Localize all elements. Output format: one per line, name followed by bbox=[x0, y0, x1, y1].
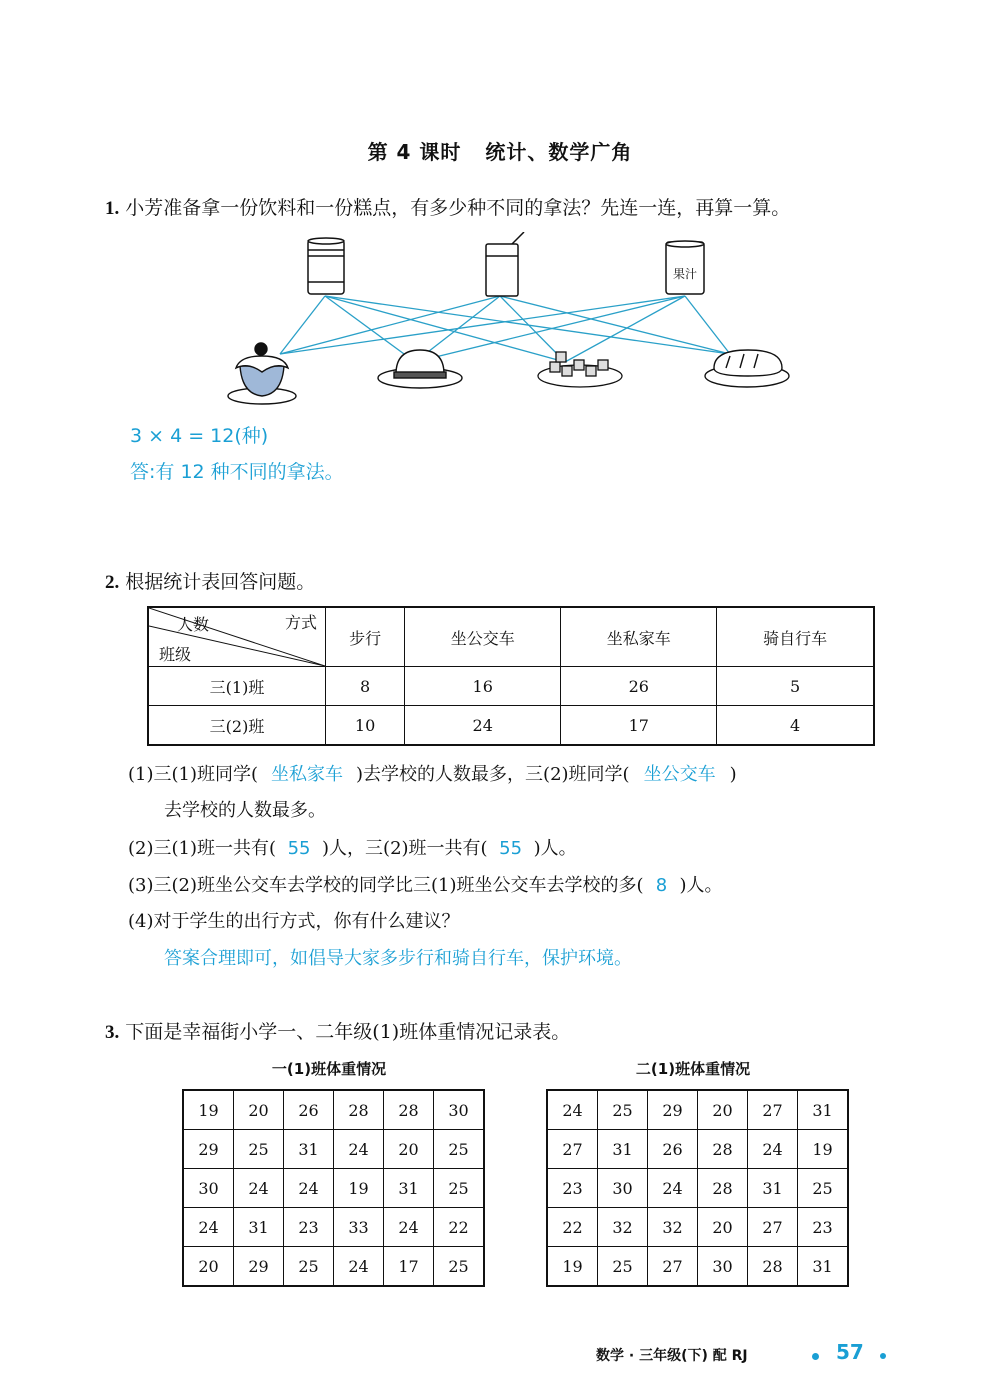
table-cell: 31 bbox=[384, 1169, 434, 1208]
table-row bbox=[547, 1247, 848, 1287]
table-cell: 24 bbox=[234, 1169, 284, 1208]
table-cell: 30 bbox=[698, 1247, 748, 1287]
table-cell: 25 bbox=[434, 1247, 485, 1287]
table-row bbox=[547, 1130, 848, 1169]
sub-question-4-answer: 答案合理即可，如倡导大家多步行和骑自行车，保护环境。 bbox=[164, 948, 632, 969]
dot-icon bbox=[812, 1353, 819, 1360]
table-row bbox=[183, 1130, 484, 1169]
table-cell: 20 bbox=[698, 1208, 748, 1247]
travel-stats-table bbox=[147, 606, 875, 746]
table-cell: 29 bbox=[648, 1090, 698, 1130]
corner-label-count: 人数 bbox=[177, 615, 210, 634]
table-cell: 30 bbox=[183, 1169, 234, 1208]
question-text: 下面是幸福街小学一、二年级(1)班体重情况记录表。 bbox=[125, 1021, 571, 1043]
table-cell: 19 bbox=[334, 1169, 384, 1208]
row-label: 三(2)班 bbox=[148, 706, 326, 746]
table-cell: 27 bbox=[748, 1090, 798, 1130]
table-cell: 27 bbox=[547, 1130, 598, 1169]
question-1 bbox=[105, 193, 790, 220]
question-number: 2. bbox=[105, 572, 120, 593]
sub-question-3 bbox=[128, 871, 723, 897]
corner-label-class: 班级 bbox=[159, 645, 192, 664]
table-cell: 28 bbox=[698, 1169, 748, 1208]
sub-question-2 bbox=[128, 834, 577, 860]
sub-question-1 bbox=[128, 760, 737, 786]
question-number: 3. bbox=[105, 1022, 120, 1043]
table-cell: 29 bbox=[183, 1130, 234, 1169]
q1-answer: 答:有 12 种不同的拿法。 bbox=[130, 461, 344, 483]
table-cell: 25 bbox=[234, 1130, 284, 1169]
footer-book-info: 数学 · 三年级(下) 配 RJ bbox=[596, 1348, 748, 1364]
table-cell: 25 bbox=[598, 1247, 648, 1287]
juice-label: 果汁 bbox=[672, 267, 698, 281]
table-cell: 31 bbox=[798, 1247, 849, 1287]
text-segment: )人。 bbox=[533, 838, 577, 859]
q1-formula: 3 × 4 = 12(种) bbox=[130, 425, 269, 447]
table-cell: 33 bbox=[334, 1208, 384, 1247]
table-cell: 24 bbox=[334, 1130, 384, 1169]
row-label: 三(1)班 bbox=[148, 667, 326, 706]
table-cell: 32 bbox=[598, 1208, 648, 1247]
table-cell: 24 bbox=[384, 1208, 434, 1247]
answer-fill: 8 bbox=[655, 875, 668, 896]
answer-fill: 坐私家车 bbox=[271, 764, 344, 785]
table-row bbox=[547, 1169, 848, 1208]
table-cell: 17 bbox=[384, 1247, 434, 1287]
table-cell: 32 bbox=[648, 1208, 698, 1247]
table-cell: 31 bbox=[748, 1169, 798, 1208]
table-cell: 19 bbox=[798, 1130, 849, 1169]
table-row bbox=[547, 1208, 848, 1247]
table-row bbox=[183, 1208, 484, 1247]
table-cell: 30 bbox=[598, 1169, 648, 1208]
table-cell: 22 bbox=[547, 1208, 598, 1247]
answer-fill: 坐公交车 bbox=[643, 764, 716, 785]
text-segment: (3)三(2)班坐公交车去学校的同学比三(1)班坐公交车去学校的多( bbox=[128, 875, 644, 896]
table-row bbox=[183, 1169, 484, 1208]
text-segment: )去学校的人数最多，三(2)班同学( bbox=[356, 764, 630, 785]
table-cell: 31 bbox=[798, 1090, 849, 1130]
table-cell: 28 bbox=[334, 1090, 384, 1130]
lesson-number: 第 4 课时 bbox=[367, 140, 462, 164]
question-3 bbox=[105, 1017, 570, 1044]
bread-icon bbox=[705, 350, 789, 387]
burger-icon bbox=[378, 350, 462, 388]
table-header-row bbox=[148, 607, 874, 667]
table-cell: 24 bbox=[183, 1208, 234, 1247]
table-cell: 28 bbox=[748, 1247, 798, 1287]
table-cell: 27 bbox=[748, 1208, 798, 1247]
table-cell: 23 bbox=[798, 1208, 849, 1247]
table-cell: 20 bbox=[698, 1090, 748, 1130]
question-number: 1. bbox=[105, 198, 120, 219]
table-cell: 5 bbox=[717, 667, 874, 706]
table-cell: 23 bbox=[547, 1169, 598, 1208]
table-row bbox=[547, 1090, 848, 1130]
table-cell: 25 bbox=[434, 1130, 485, 1169]
table-cell: 26 bbox=[284, 1090, 334, 1130]
table-cell: 19 bbox=[183, 1090, 234, 1130]
table-cell: 25 bbox=[284, 1247, 334, 1287]
column-header: 坐公交车 bbox=[405, 607, 561, 667]
table-row bbox=[183, 1090, 484, 1130]
table-row bbox=[183, 1247, 484, 1287]
connection-lines bbox=[280, 296, 730, 362]
weight-table-grade2 bbox=[546, 1089, 849, 1287]
drink-glass-icon bbox=[486, 232, 524, 296]
table-cell: 22 bbox=[434, 1208, 485, 1247]
table-cell: 27 bbox=[648, 1247, 698, 1287]
table-cell: 19 bbox=[547, 1247, 598, 1287]
cookies-icon bbox=[538, 352, 622, 387]
question-text: 小芳准备拿一份饮料和一份糕点，有多少种不同的拿法？先连一连，再算一算。 bbox=[125, 197, 791, 219]
table-cell: 24 bbox=[748, 1130, 798, 1169]
table-cell: 20 bbox=[384, 1130, 434, 1169]
diagonal-header-cell bbox=[148, 607, 326, 667]
corner-label-mode: 方式 bbox=[284, 613, 317, 632]
table-row bbox=[148, 706, 874, 746]
column-header: 坐私家车 bbox=[561, 607, 717, 667]
table-cell: 24 bbox=[405, 706, 561, 746]
table-cell: 10 bbox=[326, 706, 405, 746]
table-cell: 24 bbox=[334, 1247, 384, 1287]
drink-can-icon bbox=[308, 238, 344, 294]
table-cell: 20 bbox=[183, 1247, 234, 1287]
text-segment: )人，三(2)班一共有( bbox=[322, 838, 488, 859]
answer-fill: 55 bbox=[287, 838, 311, 859]
table-cell: 25 bbox=[598, 1090, 648, 1130]
column-header: 步行 bbox=[326, 607, 405, 667]
table-cell: 23 bbox=[284, 1208, 334, 1247]
dot-icon bbox=[880, 1353, 886, 1359]
table-cell: 31 bbox=[598, 1130, 648, 1169]
table-cell: 8 bbox=[326, 667, 405, 706]
lesson-title bbox=[0, 136, 1000, 165]
table-row bbox=[148, 667, 874, 706]
table-cell: 28 bbox=[698, 1130, 748, 1169]
table1-title: 一(1)班体重情况 bbox=[271, 1060, 387, 1078]
sub-question-1-cont: 去学校的人数最多。 bbox=[164, 800, 326, 821]
table-cell: 31 bbox=[234, 1208, 284, 1247]
table-cell: 26 bbox=[561, 667, 717, 706]
table-cell: 26 bbox=[648, 1130, 698, 1169]
table-cell: 25 bbox=[434, 1169, 485, 1208]
text-segment: (1)三(1)班同学( bbox=[128, 764, 259, 785]
table-cell: 16 bbox=[405, 667, 561, 706]
table2-title: 二(1)班体重情况 bbox=[635, 1060, 751, 1078]
answer-fill: 55 bbox=[499, 838, 523, 859]
table-cell: 24 bbox=[284, 1169, 334, 1208]
drinks-snacks-diagram bbox=[220, 232, 810, 412]
sub-question-4: (4)对于学生的出行方式，你有什么建议？ bbox=[128, 911, 460, 932]
table-cell: 25 bbox=[798, 1169, 849, 1208]
text-segment: ) bbox=[729, 764, 737, 785]
table-cell: 24 bbox=[547, 1090, 598, 1130]
table-cell: 28 bbox=[384, 1090, 434, 1130]
text-segment: (2)三(1)班一共有( bbox=[128, 838, 277, 859]
table-cell: 31 bbox=[284, 1130, 334, 1169]
column-header: 骑自行车 bbox=[717, 607, 874, 667]
question-text: 根据统计表回答问题。 bbox=[125, 571, 316, 593]
table-cell: 20 bbox=[234, 1090, 284, 1130]
question-2 bbox=[105, 567, 315, 594]
table-cell: 29 bbox=[234, 1247, 284, 1287]
page-number: 57 bbox=[836, 1340, 864, 1364]
table-cell: 4 bbox=[717, 706, 874, 746]
text-segment: )人。 bbox=[679, 875, 723, 896]
table-cell: 30 bbox=[434, 1090, 485, 1130]
table-cell: 17 bbox=[561, 706, 717, 746]
lesson-topic: 统计、数学广角 bbox=[485, 140, 633, 164]
weight-table-grade1 bbox=[182, 1089, 485, 1287]
table-cell: 24 bbox=[648, 1169, 698, 1208]
